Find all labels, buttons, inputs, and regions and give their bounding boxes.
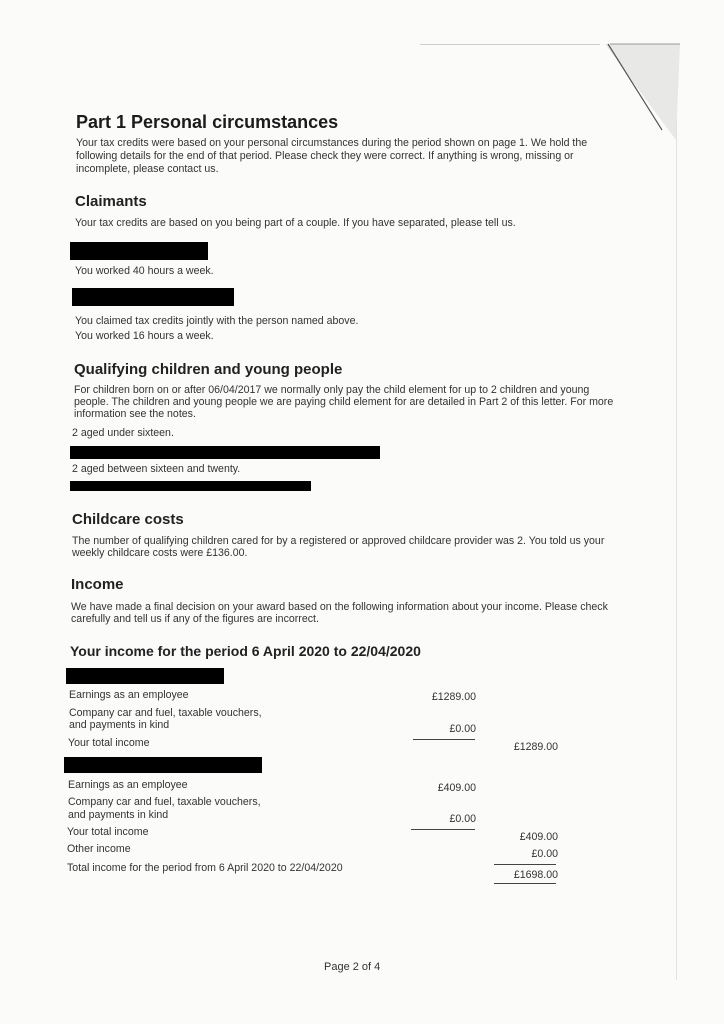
children-line3: information see the notes. — [74, 408, 196, 420]
childcare-line2: weekly childcare costs were £136.00. — [72, 547, 248, 559]
part1-intro-line2: following details for the end of that period. Please check they were correct. If anything is wrong, missing or — [76, 150, 574, 162]
income-period-title: Your income for the period 6 April 2020 to 22/04/2020 — [70, 643, 421, 659]
p2-subtotal-rule — [411, 829, 475, 830]
redacted-person1-name — [66, 668, 224, 684]
claimant2-joint: You claimed tax credits jointly with the person named above. — [75, 315, 359, 327]
claimants-intro: Your tax credits are based on you being part of a couple. If you have separated, please tell us. — [75, 217, 516, 229]
p1-car-value: £0.00 — [449, 723, 476, 735]
redacted-person2-name — [64, 757, 262, 773]
redacted-claimant2-name — [72, 288, 234, 306]
children-line2: people. The children and young people we are paying child element for are detailed in Part 2 of this letter. For more — [74, 396, 614, 408]
p1-total-label: Your total income — [68, 737, 150, 749]
grand-total-label: Total income for the period from 6 April 2020 to 22/04/2020 — [67, 862, 343, 874]
children-sixteen-twenty: 2 aged between sixteen and twenty. — [72, 463, 241, 475]
page-number: Page 2 of 4 — [324, 961, 381, 973]
folded-corner — [600, 40, 724, 140]
grand-total-rule-top — [494, 864, 556, 865]
p1-total-value: £1289.00 — [513, 741, 558, 753]
claimants-title: Claimants — [75, 193, 147, 210]
children-line1: For children born on or after 06/04/2017 we normally only pay the child element for up to 2 children and young — [74, 384, 590, 396]
part1-intro-line3: incomplete, please contact us. — [76, 163, 219, 175]
other-income-value: £0.00 — [531, 848, 558, 860]
grand-total-rule-bottom — [494, 883, 556, 884]
scan-edge — [676, 120, 677, 980]
childcare-line1: The number of qualifying children cared for by a registered or approved childcare provider was 2. You told us your — [72, 535, 605, 547]
redacted-children-names-1 — [70, 446, 380, 459]
p2-car-label-2: and payments in kind — [68, 809, 169, 821]
p2-total-value: £409.00 — [519, 831, 558, 843]
part1-intro-line1: Your tax credits were based on your personal circumstances during the period shown on page 1. We hold the — [76, 137, 588, 149]
p1-subtotal-rule — [413, 739, 475, 740]
p1-car-label-2: and payments in kind — [69, 719, 170, 731]
income-line2: carefully and tell us if any of the figures are incorrect. — [71, 613, 319, 625]
childcare-title: Childcare costs — [72, 511, 184, 528]
p1-earnings-value: £1289.00 — [431, 691, 476, 703]
income-line1: We have made a final decision on your award based on the following information about your income. Please check — [71, 601, 608, 613]
page-edge — [420, 44, 600, 45]
income-title: Income — [71, 576, 124, 593]
children-title: Qualifying children and young people — [74, 361, 343, 378]
redacted-children-names-2 — [70, 481, 311, 491]
claimant2-hours: You worked 16 hours a week. — [75, 330, 214, 342]
p1-car-label-1: Company car and fuel, taxable vouchers, — [69, 707, 262, 719]
grand-total-value: £1698.00 — [513, 869, 558, 881]
p2-car-label-1: Company car and fuel, taxable vouchers, — [68, 796, 261, 808]
p2-earnings-value: £409.00 — [437, 782, 476, 794]
p2-car-value: £0.00 — [449, 813, 476, 825]
p2-earnings-label: Earnings as an employee — [68, 779, 188, 791]
p2-total-label: Your total income — [67, 826, 149, 838]
claimant1-hours: You worked 40 hours a week. — [75, 265, 214, 277]
part1-title: Part 1 Personal circumstances — [76, 112, 339, 132]
redacted-claimant1-name — [70, 242, 208, 260]
p1-earnings-label: Earnings as an employee — [69, 689, 189, 701]
other-income-label: Other income — [67, 843, 131, 855]
children-under-sixteen: 2 aged under sixteen. — [72, 427, 174, 439]
